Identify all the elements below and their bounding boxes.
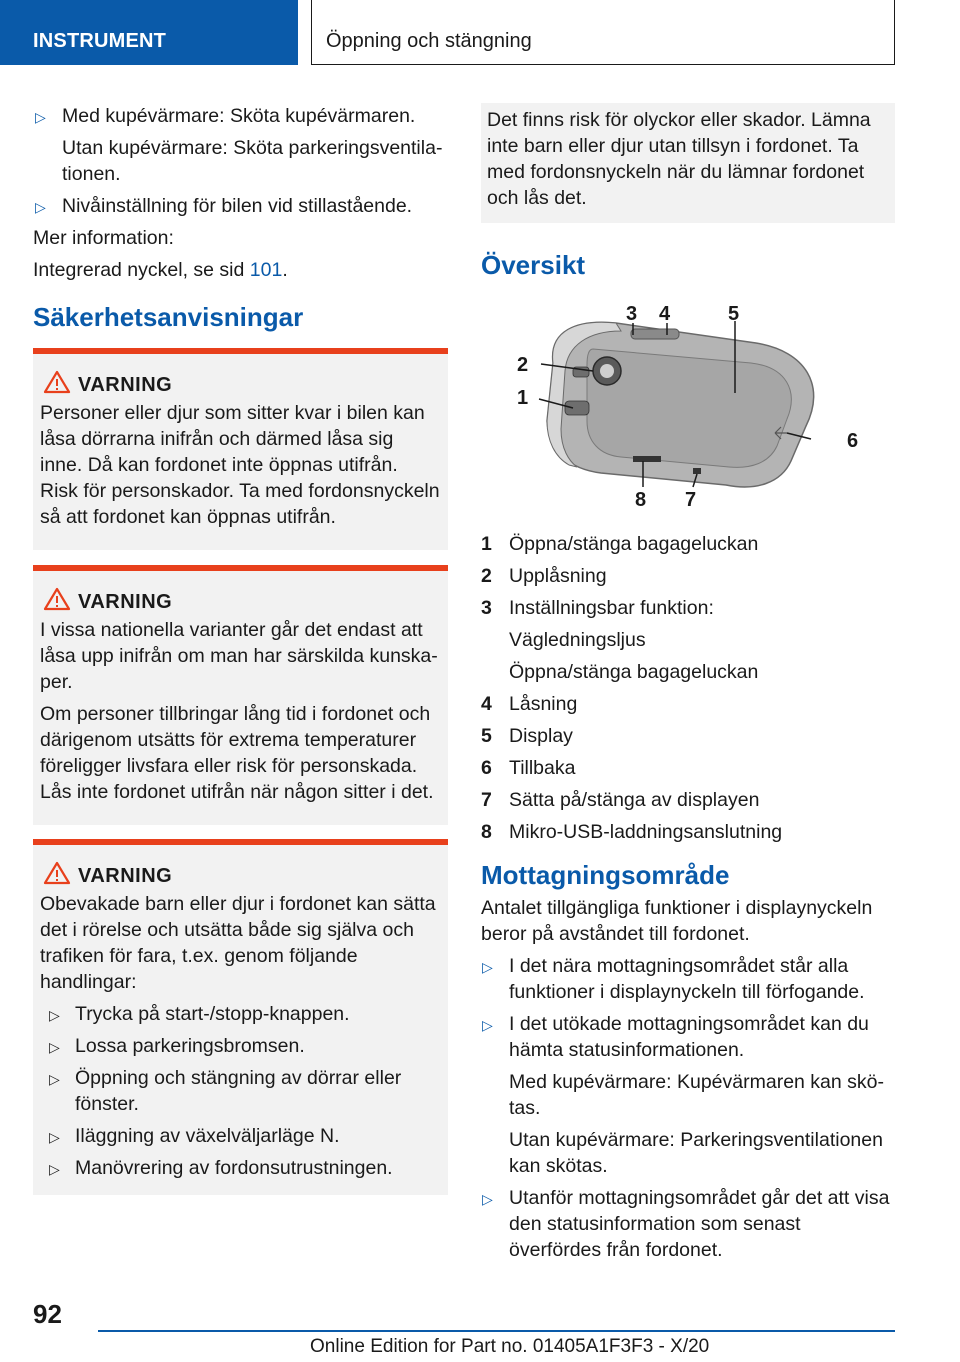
list-subitem: Med kupévärmare: Kupévärmaren kan skötas. [509, 1071, 885, 1119]
cross-reference: Integrerad nyckel, se sid 101. [33, 259, 288, 281]
legend-item: 2 Upplåsning [481, 565, 607, 587]
bullet-triangle-icon: ▷ [49, 1039, 60, 1055]
list-subitem: Utan kupévärmare: Sköta parkeringsventilationen. [62, 137, 443, 185]
figure-label: 6 [847, 430, 859, 452]
legend-item: 3 Inställningsbar funktion: [481, 597, 714, 619]
warning-title: VARNING [78, 865, 173, 887]
figure-label: 1 [517, 387, 529, 409]
chapter-tab [311, 0, 895, 65]
list-item: ▷ Lossa parkeringsbromsen. [40, 1033, 441, 1059]
figure-label: 8 [635, 489, 647, 511]
bullet-triangle-icon: ▷ [482, 1191, 493, 1207]
warning-title: VARNING [78, 374, 173, 396]
warning-text: I vissa nationella varianter går det endast att låsa upp inifrån om man har särskilda kunskaper. [40, 619, 438, 693]
warning-box [33, 348, 448, 550]
legend-item: 4 Låsning [481, 693, 578, 715]
warning-triangle-icon [43, 587, 71, 611]
legend-subitem: Vägledningsljus [509, 629, 646, 651]
paragraph: Antalet tillgängliga funktioner i displaynyckeln beror på avståndet till fordonet. [481, 897, 873, 945]
list-item: ▷ Iläggning av växelväljarläge N. [40, 1123, 441, 1149]
list-item: ▷ Utanför mottagningsområdet går det att visa den statusinformation som senast överfördes från fordonet. [482, 1187, 890, 1261]
page-link[interactable]: 101 [249, 259, 283, 281]
warning-box [33, 839, 448, 1195]
bullet-triangle-icon: ▷ [49, 1007, 60, 1023]
chapter-title: Öppning och stängning [326, 30, 532, 52]
list-item: ▷ Trycka på start-/stopp-knappen. [40, 1001, 441, 1027]
section-heading: Säkerhetsanvisningar [33, 302, 304, 332]
footer-edition: Online Edition for Part no. 01405A1F3F3 - X/20 [310, 1336, 710, 1357]
bullet-triangle-icon: ▷ [35, 109, 46, 125]
warning-text: Obevakade barn eller djur i fordonet kan sätta det i rörelse och utsätta både sig själva och trafiken för fara, t.ex. genom följande handlingar: [40, 893, 436, 993]
legend-item: 6 Tillbaka [481, 757, 576, 779]
list-item: ▷ Nivåinställning för bilen vid stillastående. [33, 193, 448, 219]
section-title: INSTRUMENT [33, 30, 167, 52]
figure-label: 2 [517, 354, 529, 376]
right-column [481, 103, 895, 1269]
list-item: ▷ Öppning och stängning av dörrar eller fönster. [49, 1067, 402, 1115]
bullet-triangle-icon: ▷ [35, 199, 46, 215]
figure-label: 4 [659, 303, 671, 325]
figure-label: 3 [626, 303, 638, 325]
section-tab [0, 0, 298, 65]
warning-text: Om personer tillbringar lång tid i fordonet och därigenom utsätts för extrema temperaturer föreligger livsfara eller risk för personskada. Lås inte fordonet utifrån när någon sitter i det. [40, 703, 434, 803]
bullet-triangle-icon: ▷ [482, 1017, 493, 1033]
display-key-figure [481, 301, 895, 523]
list-subitem: Utan kupévärmare: Parkeringsventilationen kan skötas. [509, 1129, 883, 1177]
legend-item: 7 Sätta på/stänga av displayen [481, 789, 760, 811]
legend-item: 5 Display [481, 725, 573, 747]
warning-title: VARNING [78, 591, 173, 613]
bullet-triangle-icon: ▷ [482, 959, 493, 975]
footer-divider [98, 1330, 895, 1332]
bullet-triangle-icon: ▷ [49, 1161, 60, 1177]
list-item: ▷ Med kupévärmare: Sköta kupévärmaren. [33, 103, 448, 129]
warning-text: Personer eller djur som sitter kvar i bilen kan låsa dörrarna inifrån och därmed låsa sig inne. Då kan fordonet inte öppnas utifrån. Risk för personskador. Ta med fordonsnyckeln så att fordonet kan öppnas utifrån. [40, 402, 440, 528]
list-item: ▷ I det nära mottagningsområdet står alla funktioner i displaynyckeln till förfogande. [482, 955, 865, 1003]
display-key-illustration [481, 301, 895, 523]
bullet-triangle-icon: ▷ [49, 1129, 60, 1145]
list-item: ▷ I det utökade mottagningsområdet kan du hämta statusinformationen. [482, 1013, 869, 1061]
section-heading: Mottagningsområde [481, 860, 730, 890]
page-number: 92 [33, 1299, 62, 1329]
figure-label: 7 [685, 489, 697, 511]
warning-triangle-icon [43, 370, 71, 394]
bullet-triangle-icon: ▷ [49, 1071, 60, 1087]
warning-box [33, 565, 448, 825]
legend-subitem: Öppna/stänga bagageluckan [509, 661, 759, 683]
legend-item: 8 Mikro-USB-laddningsanslutning [481, 821, 783, 843]
section-heading: Översikt [481, 250, 586, 280]
warning-triangle-icon [43, 861, 71, 885]
list-item: ▷ Manövrering av fordonsutrustningen. [40, 1155, 441, 1181]
legend-item: 1 Öppna/stänga bagageluckan [481, 533, 759, 555]
left-column [33, 103, 448, 357]
warning-continuation-box: Det finns risk för olyckor eller skador. Lämna inte barn eller djur utan tillsyn i fordonet. Ta med fordonsnyckeln när du lämnar fordonet och lås det. [481, 103, 895, 223]
figure-label: 5 [728, 303, 740, 325]
more-info-label: Mer information: [33, 227, 174, 249]
